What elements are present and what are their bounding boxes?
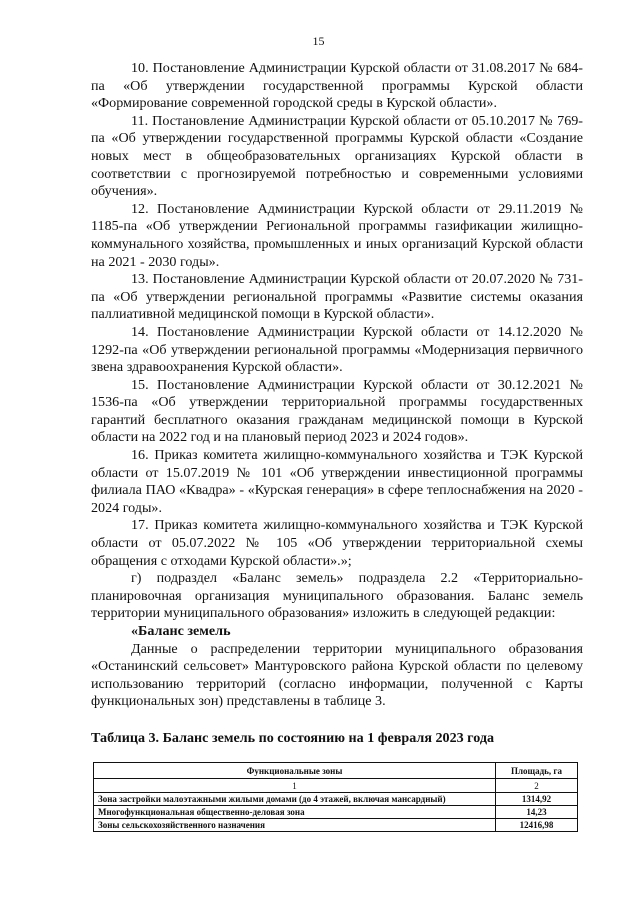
paragraph-item-17: 17. Приказ комитета жилищно-коммунального хозяйства и ТЭК Курской области от 05.07.2022 № 105 «Об утверждении территориальной схемы обращения с отходами Курской области».»; bbox=[91, 517, 583, 569]
area-cell: 1314,92 bbox=[496, 793, 578, 806]
header-zones: Функциональные зоны bbox=[94, 763, 496, 779]
paragraph-item-12: 12. Постановление Администрации Курской области от 29.11.2019 № 1185-па «Об утверждении Региональной программы газификации жилищно-коммунального хозяйства, промышленных и иных организаций Курской области на 2021 - 2030 годы». bbox=[91, 200, 583, 270]
table-index-row bbox=[94, 779, 578, 793]
index-col-2: 2 bbox=[496, 779, 578, 793]
paragraph-item-11: 11. Постановление Администрации Курской области от 05.10.2017 № 769-па «Об утверждении государственной программы Курской области «Создание новых мест в общеобразовательных организациях Курской области в соответствии с прогнозируемой потребностью и современными условиями обучения». bbox=[91, 112, 583, 200]
table-row bbox=[94, 793, 578, 806]
zone-cell: Зоны сельскохозяйственного назначения bbox=[94, 819, 496, 832]
table-title: Таблица 3. Баланс земель по состоянию на 1 февраля 2023 года bbox=[91, 730, 495, 746]
document-body bbox=[91, 60, 583, 711]
paragraph-subsection-g: г) подраздел «Баланс земель» подраздела 2.2 «Территориально-планировочная организация муниципального образования. Баланс земель территории муниципального образования» изложить в следующей редакции: bbox=[91, 570, 583, 622]
header-area: Площадь, га bbox=[496, 763, 578, 779]
table-header-row bbox=[94, 763, 578, 779]
paragraph-item-13: 13. Постановление Администрации Курской области от 20.07.2020 № 731-па «Об утверждении региональной программы «Развитие системы оказания паллиативной медицинской помощи в Курской области». bbox=[91, 271, 583, 323]
zone-cell: Зона застройки малоэтажными жилыми домами (до 4 этажей, включая мансардный) bbox=[94, 793, 496, 806]
table-row bbox=[94, 819, 578, 832]
zone-cell: Многофункциональная общественно-деловая зона bbox=[94, 806, 496, 819]
section-heading: «Баланс земель bbox=[131, 623, 231, 639]
table-row bbox=[94, 806, 578, 819]
paragraph-item-16: 16. Приказ комитета жилищно-коммунального хозяйства и ТЭК Курской области от 15.07.2019 № 101 «Об утверждении инвестиционной программы филиала ПАО «Квадра» - «Курская генерация» в сфере теплоснабжения на 2020 - 2024 годы». bbox=[91, 447, 583, 516]
area-cell: 12416,98 bbox=[496, 819, 578, 832]
paragraph-item-15: 15. Постановление Администрации Курской области от 30.12.2021 № 1536-па «Об утверждении территориальной программы государственных гарантий бесплатного оказания гражданам медицинской помощи в Курской области на 2022 год и на плановый период 2023 и 2024 годов». bbox=[91, 376, 583, 446]
index-col-1: 1 bbox=[94, 779, 496, 793]
land-balance-table bbox=[93, 762, 578, 832]
paragraph-item-10: 10. Постановление Администрации Курской области от 31.08.2017 № 684-па «Об утверждении государственной программы Курской области «Формирование современной городской среды в Курской области». bbox=[91, 60, 583, 112]
page-number: 15 bbox=[312, 34, 325, 48]
area-cell: 14,23 bbox=[496, 806, 578, 819]
section-paragraph: Данные о распределении территории муниципального образования «Останинский сельсовет» Мантуровского района Курской области по целевому использованию территорий (согласно информации, полученной с Карты функциональных зон) представлены в таблице 3. bbox=[91, 640, 583, 710]
paragraph-item-14: 14. Постановление Администрации Курской области от 14.12.2020 № 1292-па «Об утверждении региональной программы «Модернизация первичного звена здравоохранения Курской области». bbox=[91, 323, 583, 376]
